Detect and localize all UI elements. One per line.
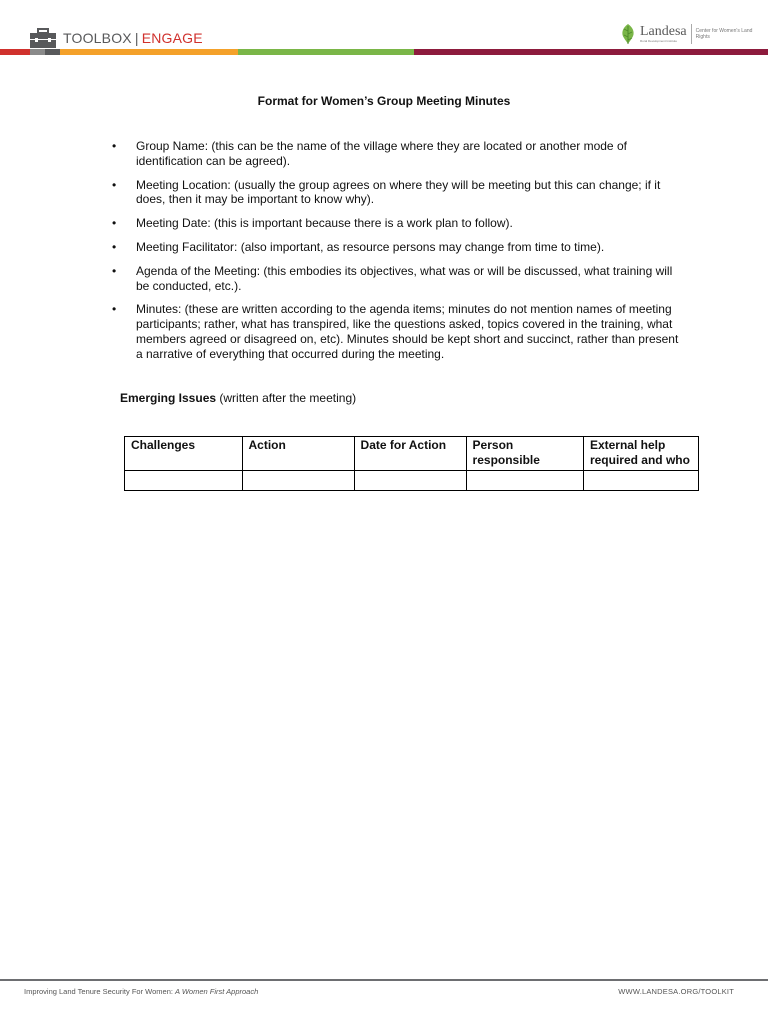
table-cell[interactable] [583, 471, 698, 491]
logo-center-text: Center for Women's Land Rights [695, 28, 753, 40]
list-item [112, 264, 682, 294]
emerging-issues-heading [120, 391, 356, 405]
toolbox-icon [30, 28, 56, 48]
table-header-cell: Challenges [125, 437, 243, 471]
bullet-icon: • [112, 302, 117, 317]
header-color-bar [0, 49, 768, 55]
bullet-icon: • [112, 263, 117, 278]
emerging-issues-table [124, 436, 699, 491]
color-bar-segment [0, 49, 30, 55]
table-header-row [125, 437, 699, 471]
color-bar-segment [414, 49, 768, 55]
brand-separator: | [134, 30, 139, 46]
table-cell[interactable] [125, 471, 243, 491]
logo-name: Landesa [640, 24, 687, 39]
list-item-text: Meeting Location: (usually the group agrees on where they will be meeting but this can change; if it does, then it may be important to know why). [136, 177, 661, 207]
document-title: Format for Women’s Group Meeting Minutes [257, 94, 511, 108]
list-item-text: Meeting Facilitator: (also important, as resource persons may change from time to time). [136, 239, 605, 254]
footer-left-text [24, 987, 258, 996]
bullet-icon: • [112, 216, 117, 231]
color-bar-segment [60, 49, 238, 55]
table-cell[interactable] [242, 471, 354, 491]
bullet-icon: • [112, 177, 117, 192]
toolbox-engage-brand [30, 26, 203, 50]
logo-tagline: Rural Development Institute [640, 39, 678, 43]
list-item-text: Group Name: (this can be the name of the village where they are located or another mode of identification can be agreed). [136, 139, 627, 168]
color-bar-segment [238, 49, 414, 55]
toolbox-label: TOOLBOX [63, 30, 132, 46]
guidelines-list [112, 139, 682, 371]
footer-url[interactable]: WWW.LANDESA.ORG/TOOLKIT [618, 987, 734, 996]
list-item [112, 216, 682, 231]
list-item-text: Agenda of the Meeting: (this embodies its objectives, what was or will be discussed, what training will be conducted, etc.). [136, 263, 673, 293]
bullet-icon: • [112, 139, 117, 153]
footer-left-plain: Improving Land Tenure Security For Women: [24, 987, 176, 996]
page-header [0, 0, 768, 56]
logo-wordmark [640, 25, 687, 43]
table-row [125, 471, 699, 491]
list-item [112, 139, 682, 169]
engage-label: ENGAGE [141, 30, 203, 46]
table-cell[interactable] [466, 471, 583, 491]
footer-left-italic: A Women First Approach [175, 987, 259, 996]
logo-divider [691, 24, 692, 44]
list-item-text: Minutes: (these are written according to the agenda items; minutes do not mention names of meeting participants; rather, what has transpired, like the questions asked, topics covered in the training, what members agreed or disagreed on, etc). Minutes should be kept short and succinct, rather than present a narrative of everything that occurred during the meeting. [136, 302, 679, 361]
landesa-logo [618, 22, 756, 46]
emerging-issues-label: Emerging Issues [120, 391, 217, 405]
table-header-cell: Date for Action [354, 437, 466, 471]
table-header-cell: External help required and who [583, 437, 698, 471]
color-bar-segment [45, 49, 60, 55]
list-item-text: Meeting Date: (this is important because there is a work plan to follow). [136, 216, 513, 231]
emerging-issues-note: (written after the meeting) [219, 391, 357, 405]
table-cell[interactable] [354, 471, 466, 491]
table-body [125, 471, 699, 491]
table-header-cell: Person responsible [466, 437, 583, 471]
list-item [112, 178, 682, 208]
bullet-icon: • [112, 239, 117, 254]
brand-text [63, 31, 203, 45]
list-item [112, 240, 682, 255]
list-item [112, 302, 682, 361]
table-header-cell: Action [242, 437, 354, 471]
color-bar-segment [30, 49, 45, 55]
footer-rule [0, 979, 768, 981]
leaf-icon [618, 22, 638, 46]
